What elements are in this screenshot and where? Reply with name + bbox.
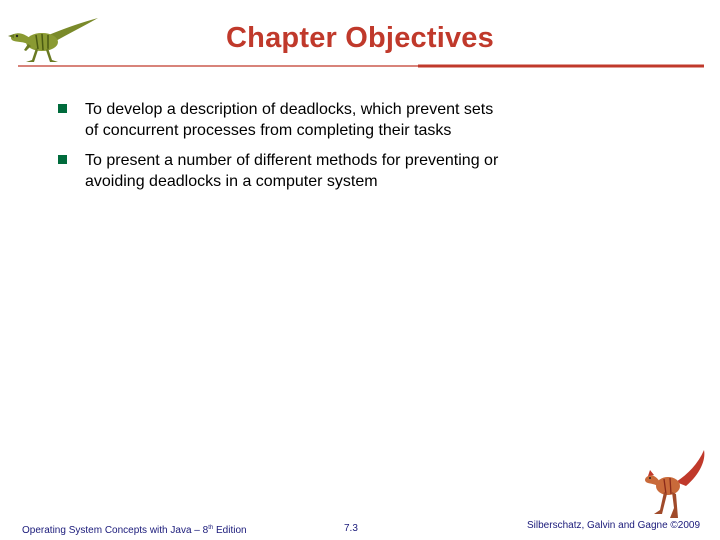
square-bullet-icon [58, 104, 67, 113]
title-divider [18, 63, 704, 71]
objectives-list [56, 99, 616, 201]
dinosaur-logo-icon [636, 448, 712, 520]
footer-book-title-sup: th [208, 525, 214, 531]
footer-book-title [22, 525, 247, 536]
footer-copyright: Silberschatz, Galvin and Gagne ©2009 [527, 520, 701, 531]
footer-book-title-prefix: Operating System Concepts with Java – 8 [22, 525, 209, 536]
slide-title: Chapter Objectives [226, 22, 494, 54]
list-item [56, 99, 616, 141]
footer-book-title-suffix: Edition [213, 525, 247, 536]
bullet-text-line: To develop a description of deadlocks, which prevent sets [85, 101, 494, 118]
bullet-text-line: of concurrent processes from completing their tasks [85, 122, 452, 139]
list-item [56, 150, 616, 192]
page-number: 7.3 [344, 523, 358, 534]
bullet-text-line: To present a number of different methods for preventing or [85, 152, 499, 169]
bullet-text-line: avoiding deadlocks in a computer system [85, 173, 378, 190]
square-bullet-icon [58, 155, 67, 164]
